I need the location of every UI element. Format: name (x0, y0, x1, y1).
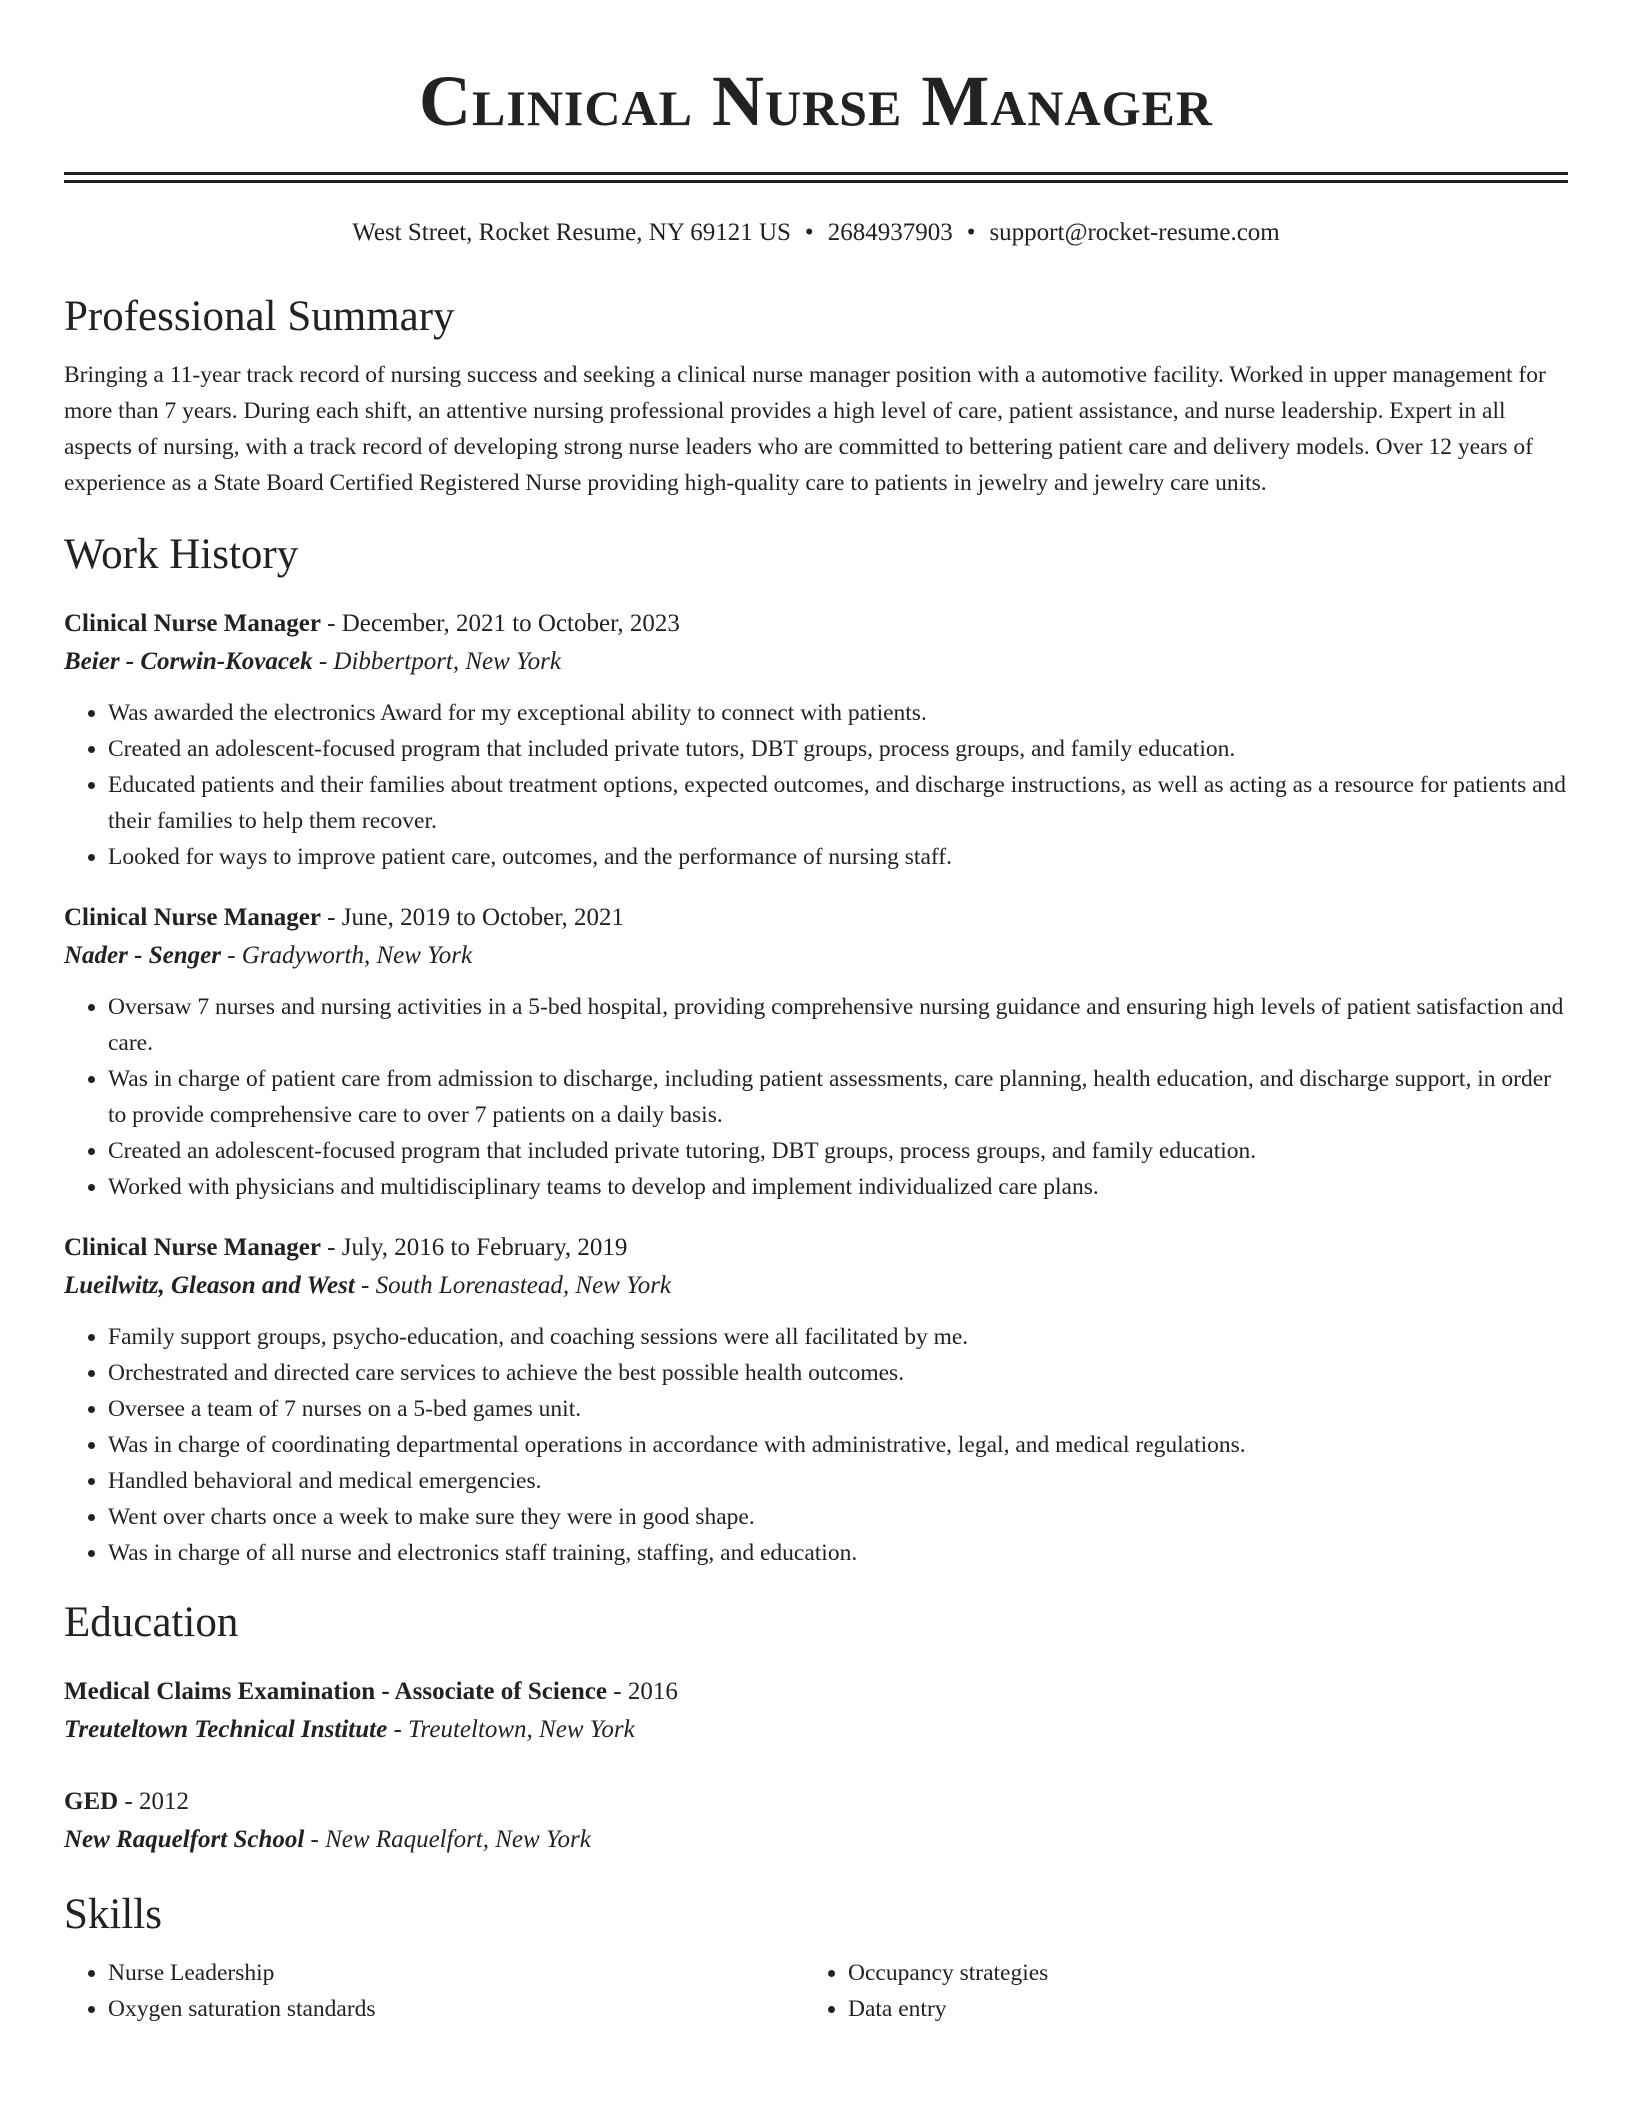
contact-line (64, 217, 1568, 249)
job-employer: Beier - Corwin-Kovacek (64, 648, 313, 675)
job-entry (64, 899, 1568, 1205)
job-bullet: • Handled behavioral and medical emergencies. (108, 1463, 1568, 1499)
summary-heading: Professional Summary (64, 293, 455, 340)
job-entry (64, 605, 1568, 875)
job-employer: Nader - Senger (64, 942, 221, 969)
education-school-line (64, 1711, 1568, 1749)
job-employer-line (64, 937, 1568, 975)
job-bullet: • Worked with physicians and multidisciplinary teams to develop and implement individualized care plans. (108, 1169, 1568, 1205)
education-school: Treuteltown Technical Institute (64, 1716, 388, 1743)
education-school-line (64, 1821, 1568, 1859)
job-title-line (64, 605, 1568, 643)
education-degree-line (64, 1783, 1568, 1821)
summary-text: Bringing a 11-year track record of nursing success and seeking a clinical nurse manager position with a automotive facility. Worked in upper management for more than 7 years. During each shift, an attentive nursing professional provides a high level of care, patient assistance, and nurse leadership. Expert in all aspects of nursing, with a track record of developing strong nurse leaders who are committed to bettering patient care and delivery models. Over 12 years of experience as a State Board Certified Registered Nurse providing high-quality care to patients in jewelry and jewelry care units. (64, 362, 1546, 496)
job-bullet: • Was in charge of patient care from admission to discharge, including patient assessments, care planning, health education, and discharge support, in order to provide comprehensive care to over 7 patients on a daily basis. (108, 1061, 1568, 1133)
job-bullet: • Orchestrated and directed care services to achieve the best possible health outcomes. (108, 1355, 1568, 1391)
job-employer: Lueilwitz, Gleason and West (64, 1272, 355, 1299)
job-bullet: • Was in charge of all nurse and electronics staff training, staffing, and education. (108, 1535, 1568, 1571)
education-year: - 2012 (118, 1788, 190, 1815)
job-bullets (64, 989, 1568, 1205)
contact-separator: • (804, 219, 814, 246)
education-entry (64, 1673, 1568, 1749)
job-employer-line (64, 643, 1568, 681)
header-double-rule (64, 172, 1568, 183)
job-bullet: • Oversee a team of 7 nurses on a 5-bed games unit. (108, 1391, 1568, 1427)
job-dates: - December, 2021 to October, 2023 (320, 610, 680, 637)
contact-address: West Street, Rocket Resume, NY 69121 US (352, 219, 791, 246)
skill-item: • Occupancy strategies (848, 1955, 1544, 1991)
skills-left-column (64, 1955, 804, 2027)
job-bullet: • Went over charts once a week to make sure they were in good shape. (108, 1499, 1568, 1535)
education-school: New Raquelfort School (64, 1826, 305, 1853)
education-year: - 2016 (607, 1678, 678, 1705)
job-title-line (64, 1229, 1568, 1267)
job-location: - South Lorenastead, New York (354, 1272, 672, 1299)
skill-item: • Data entry (848, 1991, 1544, 2027)
job-role: Clinical Nurse Manager (64, 610, 321, 637)
education-degree: Medical Claims Examination - Associate of Science (64, 1678, 607, 1705)
job-location: - Gradyworth, New York (220, 942, 473, 969)
education-degree-line (64, 1673, 1568, 1711)
job-bullet: • Was awarded the electronics Award for my exceptional ability to connect with patients. (108, 695, 1568, 731)
work-history-heading: Work History (64, 531, 299, 578)
education-location: - New Raquelfort, New York (304, 1826, 591, 1853)
skills-right-column (804, 1955, 1544, 2027)
skill-item: • Nurse Leadership (108, 1955, 804, 1991)
resume-name: Clinical Nurse Manager (419, 61, 1213, 141)
job-bullets (64, 1319, 1568, 1571)
skills-columns (64, 1955, 1568, 2027)
job-bullet: • Created an adolescent-focused program that included private tutoring, DBT groups, process groups, and family education. (108, 1133, 1568, 1169)
contact-phone: 2684937903 (827, 219, 953, 246)
job-bullet: • Oversaw 7 nurses and nursing activities in a 5-bed hospital, providing comprehensive nursing guidance and ensuring high levels of patient satisfaction and care. (108, 989, 1568, 1061)
contact-email: support@rocket-resume.com (989, 219, 1280, 246)
job-bullet: • Educated patients and their families about treatment options, expected outcomes, and discharge instructions, as well as acting as a resource for patients and their families to help them recover. (108, 767, 1568, 839)
job-role: Clinical Nurse Manager (64, 1234, 321, 1261)
job-location: - Dibbertport, New York (312, 648, 561, 675)
job-bullet: • Was in charge of coordinating departmental operations in accordance with administrative, legal, and medical regulations. (108, 1427, 1568, 1463)
education-location: - Treuteltown, New York (387, 1716, 635, 1743)
job-role: Clinical Nurse Manager (64, 904, 321, 931)
job-bullet: • Created an adolescent-focused program that included private tutors, DBT groups, process groups, and family education. (108, 731, 1568, 767)
education-heading: Education (64, 1599, 239, 1646)
job-bullet: • Family support groups, psycho-education, and coaching sessions were all facilitated by me. (108, 1319, 1568, 1355)
job-entry (64, 1229, 1568, 1571)
job-bullets (64, 695, 1568, 875)
skill-item: • Oxygen saturation standards (108, 1991, 804, 2027)
education-entry (64, 1783, 1568, 1859)
contact-separator: • (966, 219, 976, 246)
job-title-line (64, 899, 1568, 937)
job-dates: - July, 2016 to February, 2019 (320, 1234, 628, 1261)
skills-heading: Skills (64, 1891, 162, 1938)
job-dates: - June, 2019 to October, 2021 (320, 904, 625, 931)
job-employer-line (64, 1267, 1568, 1305)
education-degree: GED (64, 1788, 119, 1815)
job-bullet: • Looked for ways to improve patient care, outcomes, and the performance of nursing staff. (108, 839, 1568, 875)
